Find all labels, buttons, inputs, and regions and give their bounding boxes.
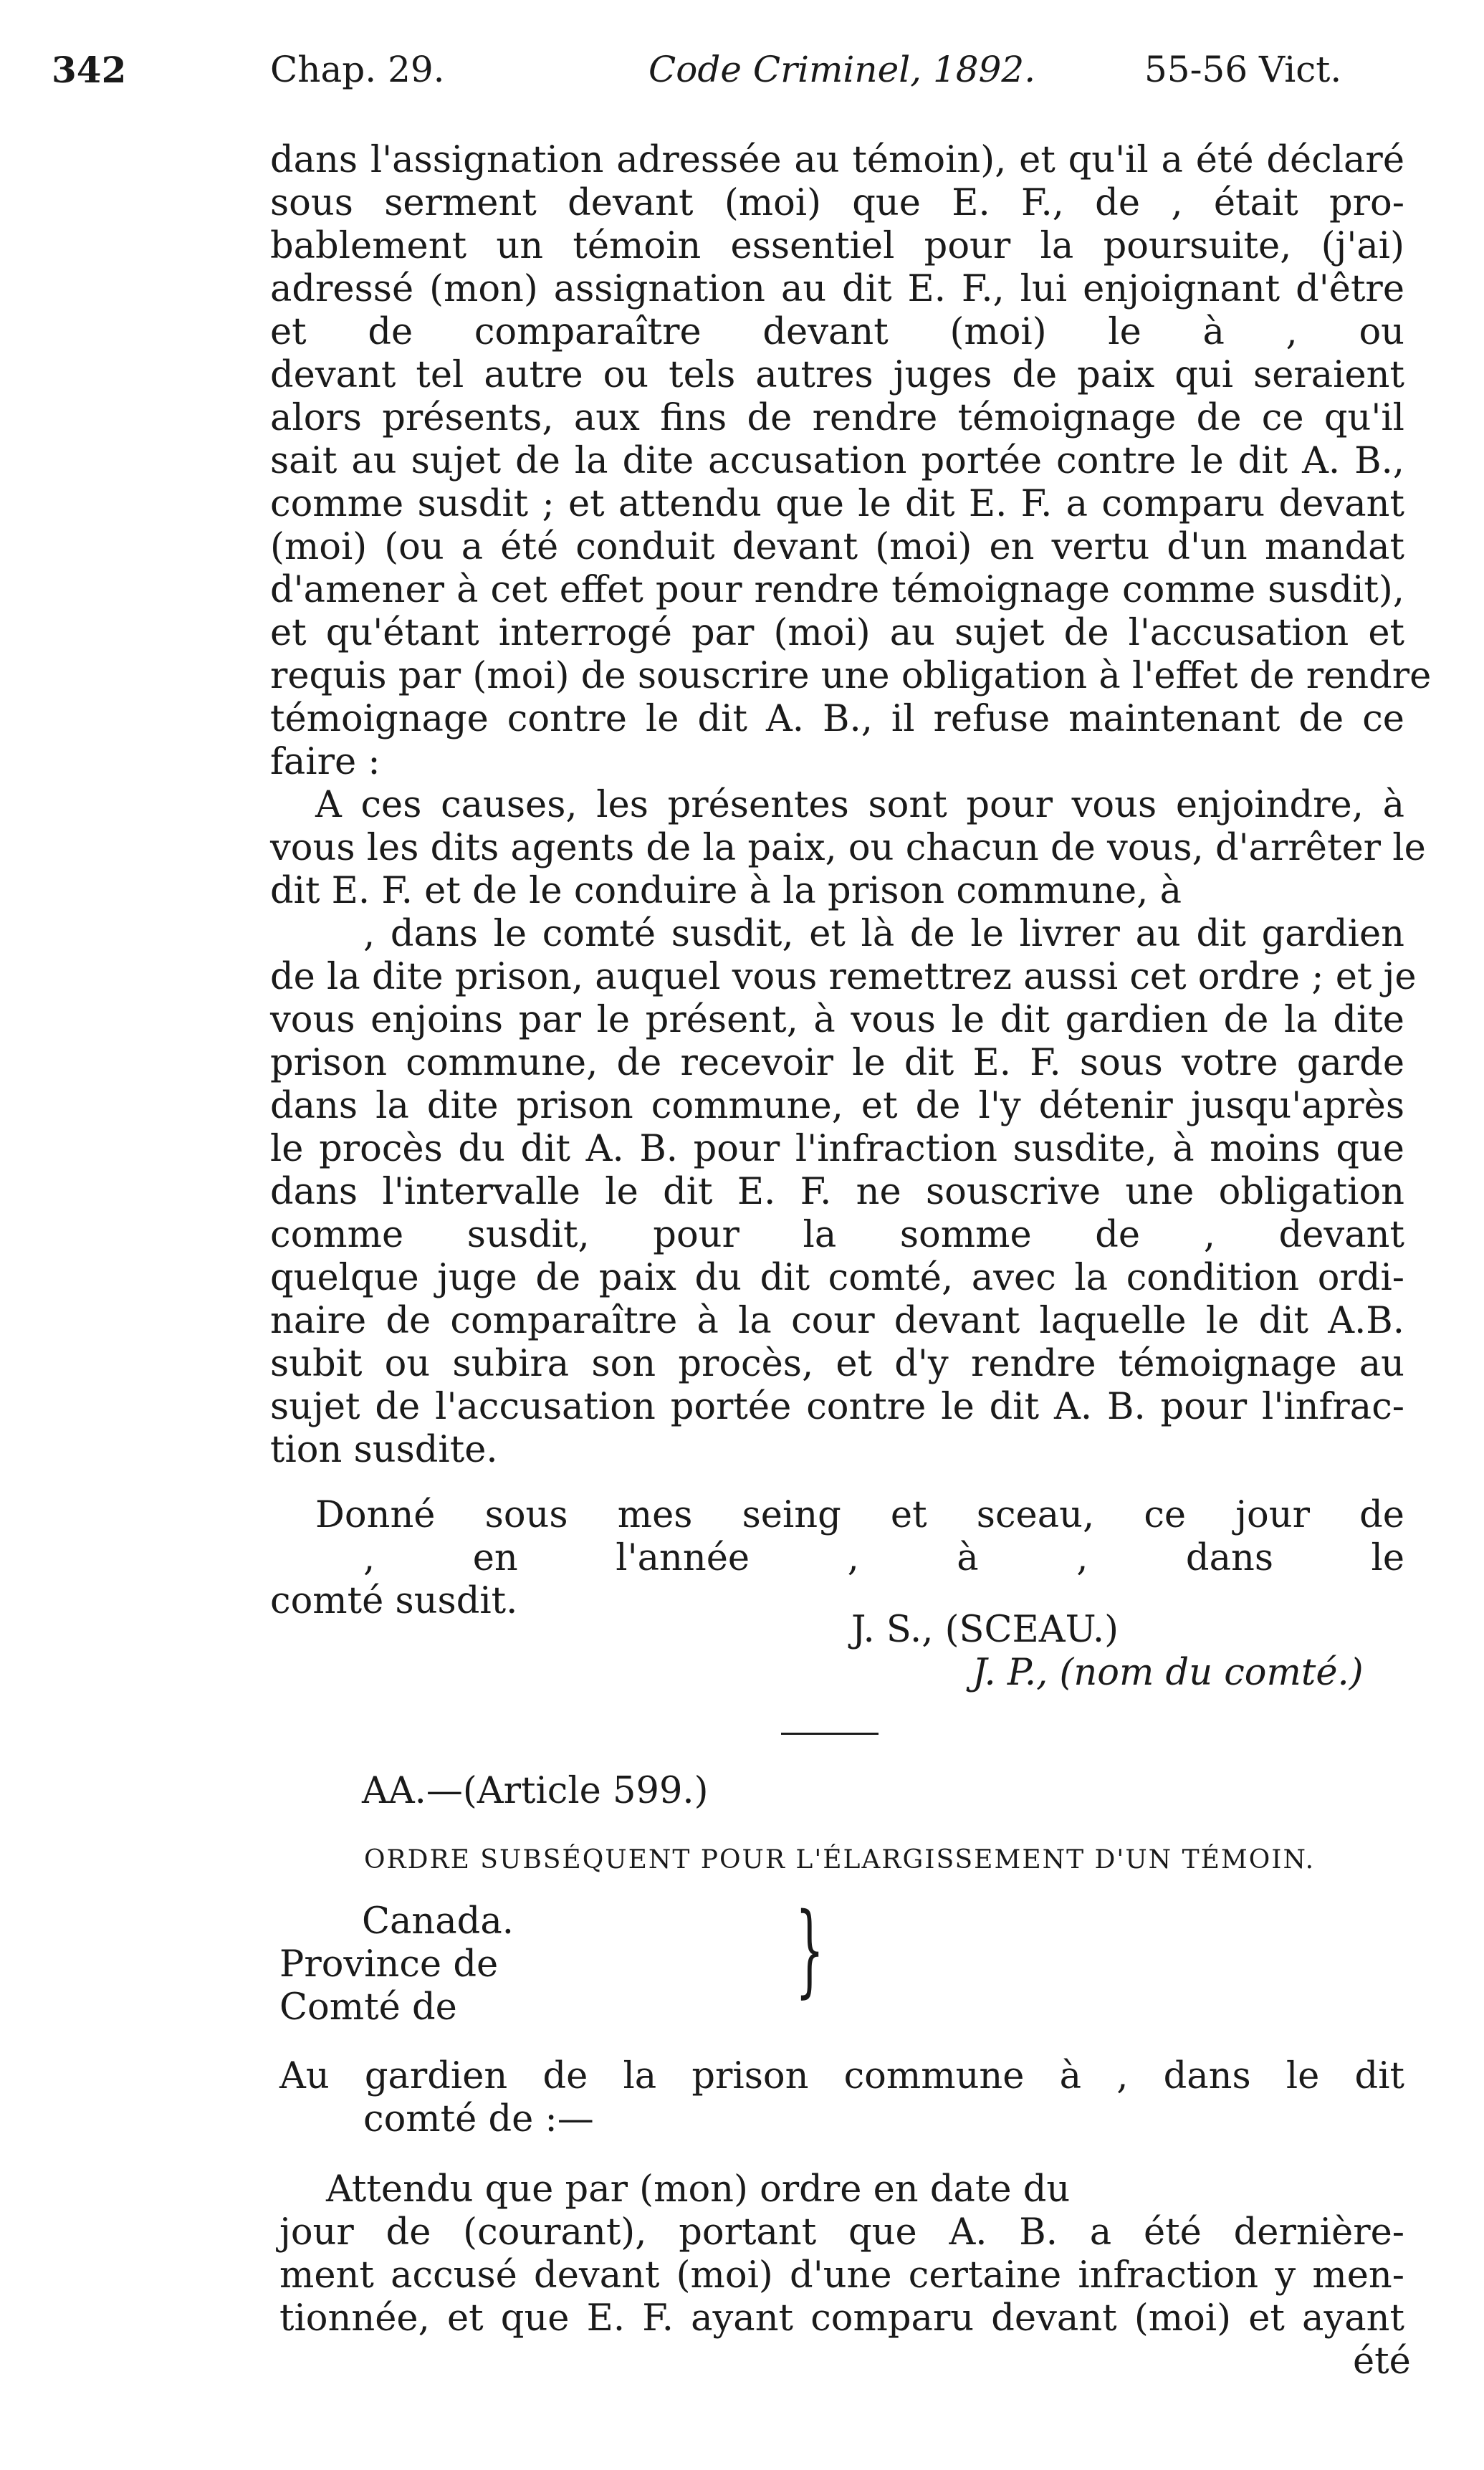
text-line: vous enjoins par le présent, à vous le dit gardien de la dite <box>270 999 1404 1041</box>
venue-line: Comté de <box>279 1986 457 2029</box>
text-line: sait au sujet de la dite accusation portée contre le dit A. B., <box>270 440 1404 482</box>
catchword: été <box>1353 2340 1411 2383</box>
text-line: requis par (moi) de souscrire une obligation à l'effet de rendre <box>270 655 1432 697</box>
signature-title: J. P., (nom du comté.) <box>972 1652 1364 1694</box>
text-line: quelque juge de paix du dit comté, avec la condition ordi- <box>270 1257 1404 1299</box>
text-line: Attendu que par (mon) ordre en date du <box>326 2168 1071 2211</box>
text-line: comme susdit ; et attendu que le dit E. F. a comparu devant <box>270 483 1404 525</box>
text-line: , en l'année , à , dans le <box>363 1537 1404 1579</box>
text-line: adressé (mon) assignation au dit E. F., lui enjoignant d'être <box>270 268 1404 310</box>
signature-name: J. S., (SCEAU.) <box>851 1609 1119 1651</box>
text-line: subit ou subira son procès, et d'y rendre témoignage au <box>270 1343 1404 1385</box>
text-line: sujet de l'accusation portée contre le dit A. B. pour l'infrac- <box>270 1386 1404 1428</box>
text-line: A ces causes, les présentes sont pour vous enjoindre, à <box>315 784 1404 826</box>
text-line: dans l'assignation adressée au témoin), et qu'il a été déclaré <box>270 139 1404 181</box>
venue-brace: } <box>795 1892 825 2009</box>
text-line: comté susdit. <box>270 1580 518 1622</box>
text-line: le procès du dit A. B. pour l'infraction susdite, à moins que <box>270 1128 1404 1170</box>
venue-line: Canada. <box>362 1900 514 1943</box>
chapter-label: Chap. 29. <box>270 49 445 90</box>
text-line: Donné sous mes seing et sceau, ce jour de <box>315 1494 1404 1536</box>
text-line: jour de (courant), portant que A. B. a été dernière- <box>279 2211 1404 2254</box>
form-subtitle: ORDRE SUBSÉQUENT POUR L'ÉLARGISSEMENT D'UN TÉMOIN. <box>364 1845 1316 1875</box>
text-line: ment accusé devant (moi) d'une certaine infraction y men- <box>279 2254 1404 2297</box>
text-line: prison commune, de recevoir le dit E. F. sous votre garde <box>270 1042 1404 1084</box>
text-line: dans la dite prison commune, et de l'y détenir jusqu'après <box>270 1085 1404 1127</box>
running-header <box>0 49 1484 106</box>
text-line: comme susdit, pour la somme de , devant <box>270 1214 1404 1256</box>
text-line: faire : <box>270 741 380 783</box>
text-line: dit E. F. et de le conduire à la prison commune, à <box>270 870 1182 912</box>
text-line: bablement un témoin essentiel pour la poursuite, (j'ai) <box>270 225 1404 267</box>
text-line: tionnée, et que E. F. ayant comparu devant (moi) et ayant <box>279 2297 1404 2340</box>
text-line: témoignage contre le dit A. B., il refuse maintenant de ce <box>270 698 1404 740</box>
venue-line: Province de <box>279 1943 499 1986</box>
page-number: 342 <box>52 49 127 91</box>
regnal-year: 55-56 Vict. <box>1144 49 1342 90</box>
text-line: et qu'étant interrogé par (moi) au sujet de l'accusation et <box>270 612 1404 654</box>
text-line: tion susdite. <box>270 1429 498 1471</box>
section-divider <box>781 1733 879 1735</box>
statute-title: Code Criminel, 1892. <box>648 49 1036 90</box>
text-line: comté de :— <box>363 2098 594 2140</box>
text-line: Au gardien de la prison commune à , dans le dit <box>279 2055 1404 2097</box>
text-line: devant tel autre ou tels autres juges de paix qui seraient <box>270 354 1404 396</box>
text-line: , dans le comté susdit, et là de le livrer au dit gardien <box>363 913 1404 955</box>
text-line: et de comparaître devant (moi) le à , ou <box>270 311 1404 353</box>
text-line: (moi) (ou a été conduit devant (moi) en vertu d'un mandat <box>270 526 1404 568</box>
text-line: dans l'intervalle le dit E. F. ne souscrive une obligation <box>270 1171 1404 1213</box>
text-line: de la dite prison, auquel vous remettrez aussi cet ordre ; et je <box>270 956 1417 998</box>
text-line: naire de comparaître à la cour devant laquelle le dit A.B. <box>270 1300 1404 1342</box>
text-line: d'amener à cet effet pour rendre témoignage comme susdit), <box>270 569 1404 611</box>
text-line: alors présents, aux fins de rendre témoignage de ce qu'il <box>270 397 1404 439</box>
text-line: vous les dits agents de la paix, ou chacun de vous, d'arrêter le <box>270 827 1426 869</box>
text-line: sous serment devant (moi) que E. F., de , était pro- <box>270 182 1404 224</box>
form-title: AA.—(Article 599.) <box>362 1770 709 1812</box>
